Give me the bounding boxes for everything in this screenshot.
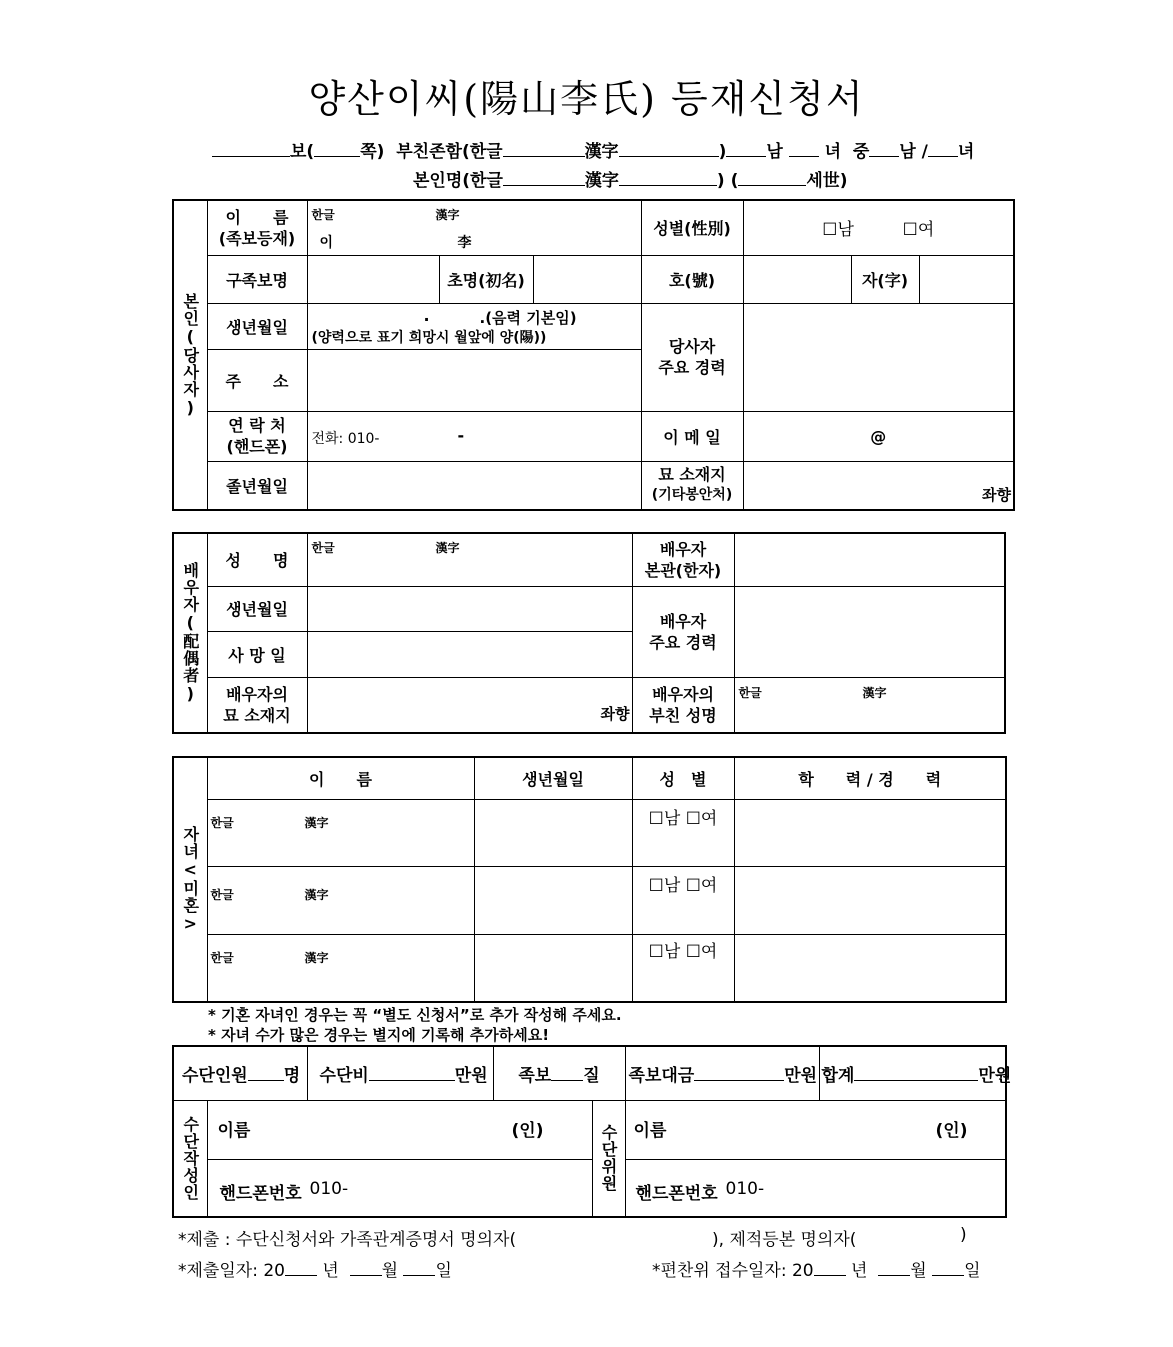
table-row (173, 934, 1006, 1002)
committee-phone-field[interactable]: 핸드폰번호 010- (625, 1159, 1006, 1217)
order-daughter-field[interactable] (928, 140, 958, 157)
child-birth-field[interactable] (474, 866, 632, 934)
spouse-father-field[interactable]: 한글 漢字 (734, 677, 1005, 733)
table-row (173, 866, 1006, 934)
children-header-gender: 성 별 (632, 757, 734, 799)
spouse-name-field[interactable]: 한글 漢字 (307, 533, 632, 586)
child-birth-field[interactable] (474, 799, 632, 866)
phone-field[interactable]: 전화: 010- - (307, 411, 641, 461)
child-name-field[interactable]: 한글 漢字 (207, 934, 474, 1002)
children-header-name: 이 름 (207, 757, 474, 799)
child-gender-field[interactable]: ☐남 ☐여 (632, 934, 734, 1002)
old-jokbo-name-field[interactable] (307, 255, 439, 303)
jjok-field[interactable] (314, 140, 360, 157)
grave-label: 묘 소재지 (기타봉안처) (641, 461, 743, 510)
committee-name-field[interactable]: 이름 (인) (625, 1100, 1006, 1159)
gender-options (743, 200, 1014, 255)
old-jokbo-name-label: 구족보명 (207, 255, 307, 303)
sons-count-field[interactable] (726, 140, 766, 157)
birth-label: 생년월일 (207, 303, 307, 349)
submit-note-end: ) (960, 1225, 967, 1245)
children-header-birth: 생년월일 (474, 757, 632, 799)
spouse-birth-field[interactable] (307, 586, 632, 631)
self-side-label: 본인(당사자) (173, 200, 207, 510)
child-gender-field[interactable]: ☐남 ☐여 (632, 866, 734, 934)
writer-name-field[interactable]: 이름 (인) (207, 1100, 592, 1159)
self-name-label: 이 름 (족보등재) (207, 200, 307, 255)
children-side-label: 자녀<미혼> (173, 757, 207, 1002)
self-hanja-field[interactable] (619, 169, 717, 186)
fee-and-signature-table (172, 1045, 1012, 1218)
generation-field[interactable] (738, 169, 806, 186)
header-line-2: 본인명(한글 漢字 ) ( 세世) (413, 171, 848, 191)
daughters-count-field[interactable] (789, 140, 819, 157)
ho-label: 호(號) (641, 255, 743, 303)
spouse-origin-label: 배우자 본관(한자) (632, 533, 734, 586)
email-field[interactable]: @ (743, 411, 1014, 461)
childhood-name-label: 초명(初名) (439, 255, 533, 303)
note-married-children: * 기혼 자녀인 경우는 꼭 “별도 신청서”로 추가 작성해 주세요. (208, 1006, 622, 1024)
ho-field[interactable] (743, 255, 851, 303)
fee-cell[interactable]: 수단비 만원 (307, 1046, 493, 1100)
spouse-side-label: 배우자(配偶者) (173, 533, 207, 733)
spouse-name-label: 성 명 (207, 533, 307, 586)
child-career-field[interactable] (734, 799, 1006, 866)
order-son-field[interactable] (869, 140, 899, 157)
children-header-career: 학 력 / 경 력 (734, 757, 1006, 799)
spouse-info-table (172, 532, 1006, 734)
male-checkbox[interactable]: ☐남 (822, 220, 854, 241)
spouse-father-label: 배우자의 부친 성명 (632, 677, 734, 733)
self-info-table (172, 199, 1015, 511)
female-checkbox[interactable]: ☐여 (902, 220, 935, 241)
self-name-field[interactable]: 한글 漢字 이 李 (307, 200, 641, 255)
spouse-career-field[interactable] (734, 586, 1005, 677)
spouse-death-label: 사 망 일 (207, 631, 307, 677)
child-name-field[interactable]: 한글 漢字 (207, 799, 474, 866)
child-name-field[interactable]: 한글 漢字 (207, 866, 474, 934)
children-table (172, 756, 1007, 1003)
childhood-name-field[interactable] (533, 255, 641, 303)
email-label: 이 메 일 (641, 411, 743, 461)
contact-label: 연 락 처 (핸드폰) (207, 411, 307, 461)
child-career-field[interactable] (734, 934, 1006, 1002)
death-date-label: 졸년월일 (207, 461, 307, 510)
ja-field[interactable] (919, 255, 1014, 303)
submit-note-mid: ), 제적등본 명의자( (712, 1230, 857, 1250)
father-hanja-field[interactable] (619, 140, 719, 157)
bo-field[interactable] (212, 140, 290, 157)
committee-side-label: 수단위원 (592, 1100, 625, 1217)
address-label: 주 소 (207, 349, 307, 411)
writer-side-label: 수단작성인 (173, 1100, 207, 1217)
total-cell[interactable]: 합계 만원 (819, 1046, 1006, 1100)
note-many-children: * 자녀 수가 많은 경우는 별지에 기록해 추가하세요! (208, 1026, 550, 1044)
self-hangul-field[interactable] (503, 169, 585, 186)
gender-label: 성별(性別) (641, 200, 743, 255)
table-row (173, 799, 1006, 866)
spouse-birth-label: 생년월일 (207, 586, 307, 631)
spouse-origin-field[interactable] (734, 533, 1005, 586)
spouse-death-field[interactable] (307, 631, 632, 677)
writer-phone-field[interactable]: 핸드폰번호 010- (207, 1159, 592, 1217)
death-date-field[interactable] (307, 461, 641, 510)
header-line-1: 보( 쪽) 부친존함(한글 漢字 ) 남 녀 중 남 / 녀 (212, 137, 974, 162)
spouse-career-label: 배우자 주요 경력 (632, 586, 734, 677)
child-career-field[interactable] (734, 866, 1006, 934)
child-gender-field[interactable]: ☐남 ☐여 (632, 799, 734, 866)
child-birth-field[interactable] (474, 934, 632, 1002)
submit-date[interactable]: *제출일자: 20 년 월 일 (178, 1261, 452, 1281)
self-career-field[interactable] (743, 303, 1014, 411)
spouse-grave-label: 배우자의 묘 소재지 (207, 677, 307, 733)
address-field[interactable] (307, 349, 641, 411)
birth-field[interactable]: . .(음력 기본임) (양력으로 표기 희망시 월앞에 양(陽)) (307, 303, 641, 349)
spouse-grave-field[interactable]: 좌향 (307, 677, 632, 733)
submit-note: *제출 : 수단신청서와 가족관계증명서 명의자( (178, 1230, 517, 1250)
grave-field[interactable]: 좌향 (743, 461, 1014, 510)
jokbo-count-cell[interactable]: 족보 질 (493, 1046, 625, 1100)
receive-date[interactable]: *편찬위 접수일자: 20 년 월 일 (652, 1261, 981, 1281)
ja-label: 자(字) (851, 255, 919, 303)
self-career-label: 당사자 주요 경력 (641, 303, 743, 411)
jokbo-fee-cell[interactable]: 족보대금 만원 (625, 1046, 819, 1100)
member-count-cell[interactable]: 수단인원 명 (173, 1046, 307, 1100)
page-title: 양산이씨(陽山李氏) 등재신청서 (308, 77, 865, 121)
father-hangul-field[interactable] (503, 140, 585, 157)
